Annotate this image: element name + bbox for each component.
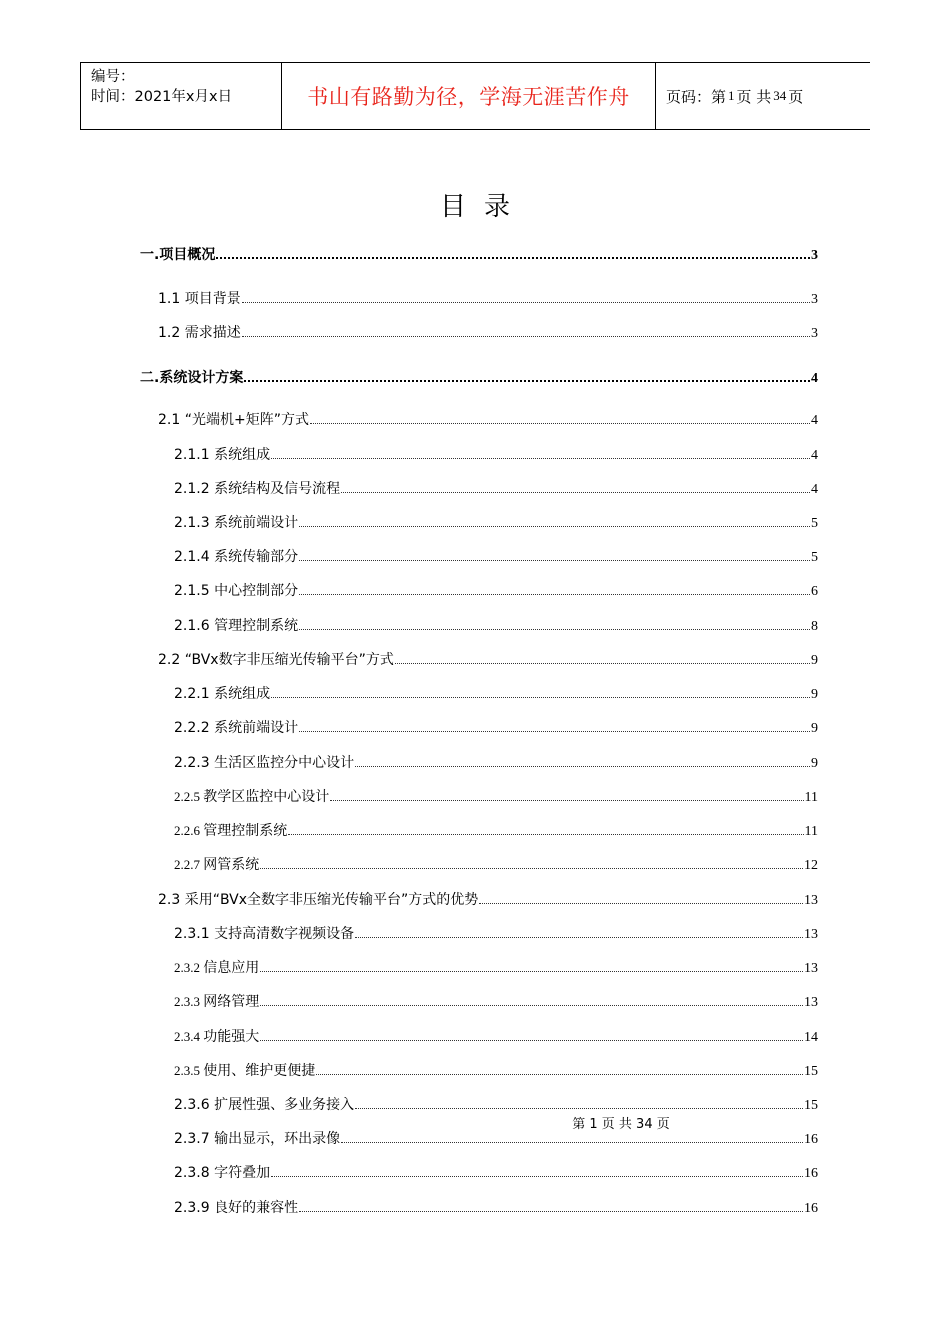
toc-leader-dots	[260, 867, 803, 869]
toc-entry-label: 2.2.2 系统前端设计	[174, 720, 299, 736]
toc-entry-label: 2.1.5 中心控制部分	[174, 583, 299, 599]
toc-leader-dots	[330, 799, 803, 801]
toc-leader-dots	[216, 256, 810, 259]
toc-entry-label: 二.系统设计方案	[140, 370, 244, 386]
toc-entry-page: 13	[804, 961, 818, 976]
toc-leader-dots	[288, 833, 803, 835]
toc-entry[interactable]	[174, 613, 818, 635]
toc-entry-label: 2.3.9 良好的兼容性	[174, 1200, 299, 1216]
toc-leader-dots	[299, 593, 810, 595]
toc-entry-page: 4	[811, 482, 818, 497]
toc-entry-label: 1.1 项目背景	[158, 291, 241, 307]
toc-entry-page: 8	[811, 619, 818, 634]
toc-entry[interactable]	[174, 442, 818, 464]
toc-entry-page: 15	[804, 1098, 818, 1113]
document-number-label: 编号：	[91, 69, 135, 85]
toc-entry-page: 4	[811, 413, 818, 428]
toc-entry-page: 14	[804, 1030, 818, 1045]
toc-leader-dots	[316, 1073, 803, 1075]
toc-entry-page: 3	[811, 292, 818, 307]
toc-leader-dots	[479, 902, 803, 904]
toc-entry[interactable]	[174, 784, 818, 806]
toc-entry-label: 2.1 “光端机+矩阵”方式	[158, 412, 309, 428]
toc-entry-page: 9	[811, 687, 818, 702]
page-header	[80, 62, 870, 130]
toc-entry-label: 2.2.3 生活区监控分中心设计	[174, 755, 355, 771]
header-page-cell	[656, 63, 870, 129]
toc-entry-page: 13	[804, 927, 818, 942]
toc-entry-label: 2.1.1 系统组成	[174, 447, 271, 463]
toc-entry-page: 11	[804, 824, 818, 839]
toc-entry[interactable]	[174, 715, 818, 737]
toc-entry[interactable]	[174, 1058, 818, 1080]
header-meta-cell	[81, 63, 282, 129]
toc-entry-page: 13	[804, 893, 818, 908]
header-motto: 书山有路勤为径，学海无涯苦作舟	[307, 85, 630, 109]
toc-leader-dots	[242, 301, 810, 303]
toc-entry-page: 4	[811, 371, 818, 386]
toc-leader-dots	[299, 1210, 803, 1212]
toc-entry-page: 16	[804, 1132, 818, 1147]
toc-entry[interactable]	[174, 476, 818, 498]
toc-entry-page: 16	[804, 1166, 818, 1181]
toc-entry-label: 2.3.1 支持高清数字视频设备	[174, 926, 355, 942]
toc-entry[interactable]	[158, 647, 818, 669]
toc-entry-label: 2.3.2 信息应用	[174, 960, 260, 976]
toc-entry-page: 3	[811, 248, 818, 263]
toc-entry[interactable]	[158, 887, 818, 909]
toc-entry-label: 一.项目概况	[140, 247, 216, 263]
toc-leader-dots	[271, 696, 810, 698]
toc-leader-dots	[310, 422, 810, 424]
toc-entry[interactable]	[174, 1160, 818, 1182]
toc-entry[interactable]	[174, 1092, 818, 1114]
toc-leader-dots	[260, 1004, 803, 1006]
toc-entry[interactable]	[174, 989, 818, 1011]
toc-entry[interactable]	[140, 365, 818, 387]
toc-entry-label: 2.1.3 系统前端设计	[174, 515, 299, 531]
toc-entry[interactable]	[174, 852, 818, 874]
toc-leader-dots	[260, 970, 803, 972]
toc-entry-label: 2.3.3 网络管理	[174, 994, 260, 1010]
toc-entry[interactable]	[174, 578, 818, 600]
toc-entry-label: 2.3.5 使用、维护更便捷	[174, 1063, 316, 1079]
toc-leader-dots	[395, 662, 810, 664]
toc-entry[interactable]	[174, 750, 818, 772]
toc-entry[interactable]	[140, 242, 818, 264]
page-prefix: 页码：第	[666, 87, 727, 106]
page-current: 1	[728, 88, 735, 103]
toc-entry-label: 2.3.8 字符叠加	[174, 1165, 271, 1181]
toc-entry-page: 6	[811, 584, 818, 599]
toc-entry[interactable]	[174, 1195, 818, 1217]
toc-leader-dots	[271, 457, 810, 459]
toc-entry-label: 2.3.4 功能强大	[174, 1029, 260, 1045]
toc-leader-dots	[299, 730, 810, 732]
toc-entry[interactable]	[174, 955, 818, 977]
page-total: 34	[773, 88, 787, 103]
toc-entry-page: 5	[811, 550, 818, 565]
toc-entry[interactable]	[158, 320, 818, 342]
toc-leader-dots	[355, 936, 803, 938]
toc-title: 目录	[439, 192, 528, 222]
toc-entry-page: 13	[804, 995, 818, 1010]
toc-leader-dots	[355, 765, 810, 767]
toc-entry-label: 2.3.6 扩展性强、多业务接入	[174, 1097, 355, 1113]
toc-entry-label: 2.2.5 教学区监控中心设计	[174, 789, 330, 805]
toc-leader-dots	[341, 491, 810, 493]
page-footer: 第 1 页 共 34 页	[572, 1117, 670, 1132]
toc-entry-label: 2.1.4 系统传输部分	[174, 549, 299, 565]
toc-entry-page: 16	[804, 1201, 818, 1216]
toc-entry[interactable]	[174, 1024, 818, 1046]
toc-leader-dots	[244, 379, 810, 382]
toc-leader-dots	[355, 1107, 803, 1109]
toc-entry-page: 9	[811, 756, 818, 771]
toc-leader-dots	[299, 525, 810, 527]
toc-entry-page: 11	[804, 790, 818, 805]
toc-entry[interactable]	[174, 818, 818, 840]
toc-entry[interactable]	[174, 544, 818, 566]
toc-entry-page: 4	[811, 448, 818, 463]
toc-entry-label: 2.1.2 系统结构及信号流程	[174, 481, 341, 497]
toc-entry-label: 2.3 采用“BVx全数字非压缩光传输平台”方式的优势	[158, 892, 479, 908]
toc-leader-dots	[260, 1039, 803, 1041]
toc-entry-page: 3	[811, 326, 818, 341]
toc-entry-label: 2.2.6 管理控制系统	[174, 823, 288, 839]
toc-leader-dots	[242, 335, 810, 337]
toc-entry[interactable]	[174, 921, 818, 943]
toc-leader-dots	[299, 559, 810, 561]
toc-entry-label: 2.1.6 管理控制系统	[174, 618, 299, 634]
toc-entry-label: 1.2 需求描述	[158, 325, 241, 341]
toc-leader-dots	[271, 1175, 803, 1177]
document-date: 时间：2021年x月x日	[91, 89, 233, 105]
toc-entry[interactable]	[174, 510, 818, 532]
toc-entry-page: 12	[804, 858, 818, 873]
page-middle: 页 共	[736, 87, 772, 106]
toc-entry-page: 9	[811, 721, 818, 736]
toc-entry[interactable]	[174, 681, 818, 703]
toc-entry-page: 9	[811, 653, 818, 668]
page-suffix: 页	[788, 87, 804, 106]
toc-entry-label: 2.2.7 网管系统	[174, 857, 260, 873]
toc-entry-label: 2.2 “BVx数字非压缩光传输平台”方式	[158, 652, 394, 668]
toc-leader-dots	[299, 628, 810, 630]
toc-leader-dots	[341, 1141, 803, 1143]
toc-entry[interactable]	[158, 286, 818, 308]
toc-entry-label: 2.3.7 输出显示，环出录像	[174, 1131, 341, 1147]
header-motto-cell	[282, 63, 656, 129]
toc-entry-page: 15	[804, 1064, 818, 1079]
toc-entry-page: 5	[811, 516, 818, 531]
toc-entry[interactable]	[158, 407, 818, 429]
toc-entry-label: 2.2.1 系统组成	[174, 686, 271, 702]
